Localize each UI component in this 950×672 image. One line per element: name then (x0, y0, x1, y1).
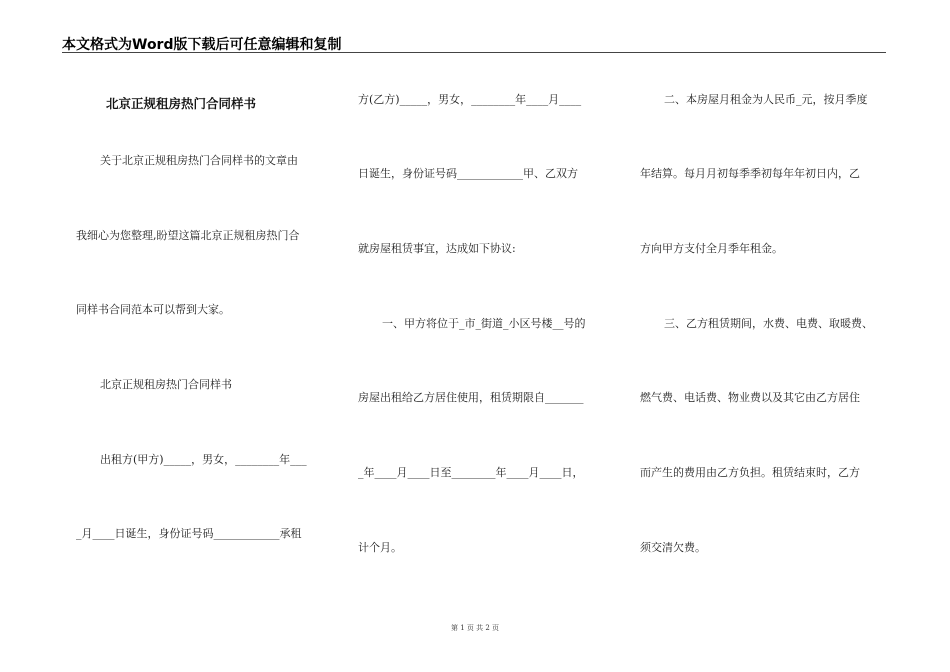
paragraph-line: 就房屋租赁事宜，达成如下协议: (358, 242, 516, 255)
paragraph-line: 北京正规租房热门合同样书 (100, 378, 232, 391)
paragraph-line: 计个月。 (358, 541, 402, 554)
paragraph-line: 同样书合同范本可以帮到大家。 (76, 303, 230, 316)
paragraph-line: 方向甲方支付全月季年租金。 (640, 242, 783, 255)
paragraph-line: 我细心为您整理,盼望这篇北京正规租房热门合 (76, 229, 300, 242)
paragraph-line: 二、本房屋月租金为人民币_元，按月季度 (664, 93, 868, 106)
paragraph-line: 房屋出租给乙方居住使用，租赁期限自_______ (358, 391, 584, 404)
paragraph-line: 须交清欠费。 (640, 541, 706, 554)
paragraph-line: 出租方(甲方)_____，男女，________年___ (100, 453, 307, 466)
paragraph-line: 燃气费、电话费、物业费以及其它由乙方居住 (640, 391, 860, 404)
document-title: 北京正规租房热门合同样书 (106, 96, 257, 111)
paragraph-line: 关于北京正规租房热门合同样书的文章由 (100, 154, 298, 167)
page-number: 第 1 页 共 2 页 (450, 624, 500, 632)
header-divider (62, 52, 886, 53)
paragraph-line: 方(乙方)_____，男女，________年____月____ (358, 93, 582, 106)
paragraph-line: _年____月____日至________年____月____日， (358, 466, 584, 479)
paragraph-line: 一、甲方将位于_市_街道_小区号楼__号的 (382, 317, 586, 330)
paragraph-line: 三、乙方租赁期间，水费、电费、取暖费、 (664, 317, 873, 330)
paragraph-line: _月____日诞生，身份证号码____________承租 (76, 527, 302, 540)
paragraph-line: 日诞生，身份证号码____________甲、乙双方 (358, 167, 578, 180)
paragraph-line: 年结算。每月月初每季季初每年年初日内，乙 (640, 167, 860, 180)
paragraph-line: 而产生的费用由乙方负担。租赁结束时，乙方 (640, 466, 860, 479)
document-header: 本文格式为Word版下载后可任意编辑和复制 (62, 37, 342, 53)
